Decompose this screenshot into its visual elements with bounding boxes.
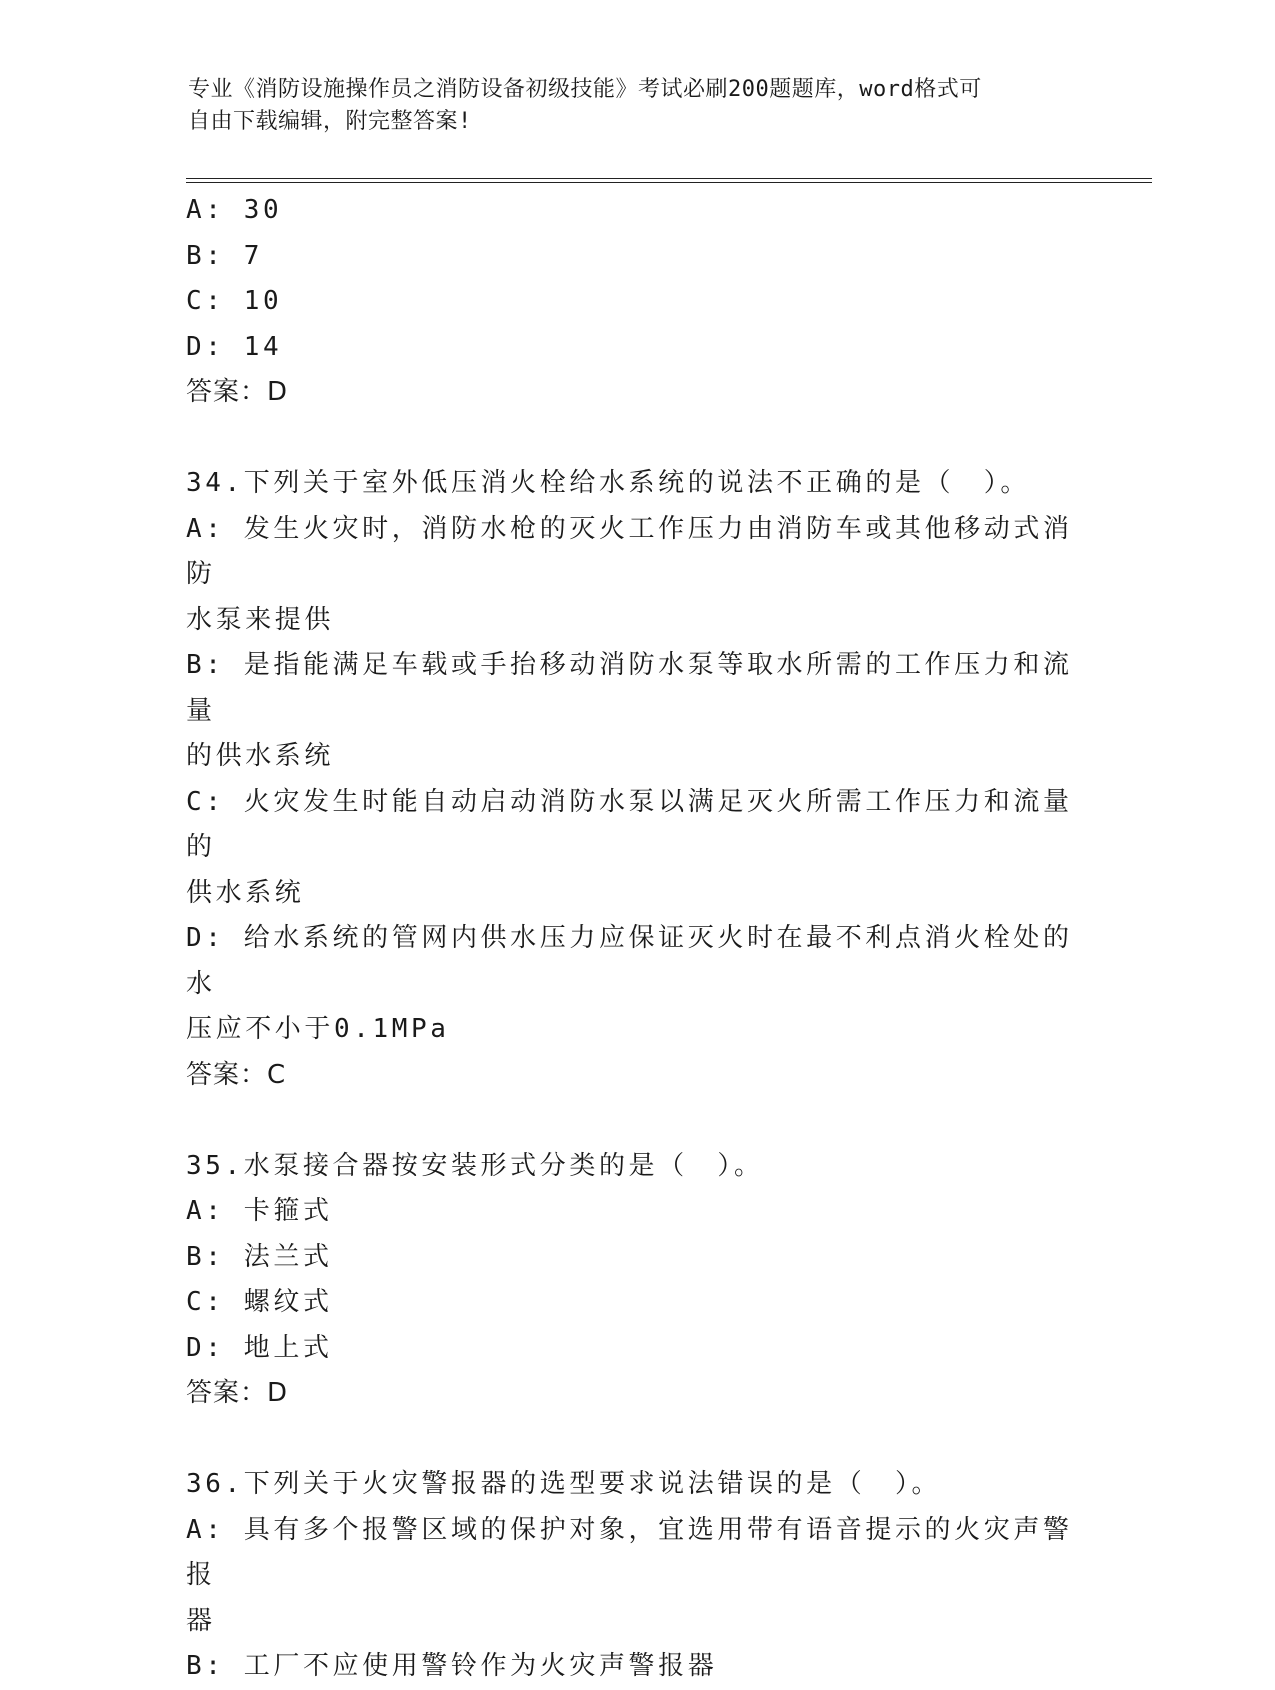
q35-question: 35.水泵接合器按安装形式分类的是（ ）。 [186, 1150, 764, 1181]
question-35-block [186, 1144, 1076, 1417]
q36-option-a-line-2: 器 [186, 1605, 216, 1636]
q36-option-b: B: 工厂不应使用警铃作为火灾声警报器 [186, 1651, 718, 1681]
q34-option-b-line-1: B: 是指能满足车载或手抬移动消防水泵等取水所需的工作压力和流量 [186, 650, 1073, 726]
q34-question: 34.下列关于室外低压消火栓给水系统的说法不正确的是（ ）。 [186, 468, 1030, 498]
q34-answer: 答案：C [186, 1059, 287, 1090]
q35-option-c: C: 螺纹式 [186, 1287, 333, 1317]
q33-option-d: D: 14 [186, 331, 283, 362]
q34-option-c-line-2: 供水系统 [186, 877, 305, 908]
question-content [186, 188, 1076, 1690]
q34-option-a-line-1: A: 发生火灾时，消防水枪的灭火工作压力由消防车或其他移动式消防 [186, 513, 1073, 589]
q34-option-b-line-2: 的供水系统 [186, 741, 335, 771]
q35-option-d: D: 地上式 [186, 1332, 333, 1363]
question-36-block [186, 1462, 1076, 1690]
q34-option-d-line-2: 压应不小于0.1MPa [186, 1014, 450, 1044]
q35-option-b: B: 法兰式 [186, 1241, 333, 1272]
q33-option-b: B: 7 [186, 240, 264, 271]
q33-option-a: A: 30 [186, 195, 283, 225]
spacer [186, 1417, 1076, 1463]
header-divider [186, 178, 1152, 183]
q36-option-a-line-1: A: 具有多个报警区域的保护对象，宜选用带有语音提示的火灾声警报 [186, 1514, 1073, 1590]
spacer [186, 416, 1076, 462]
q33-option-c: C: 10 [186, 286, 283, 316]
q34-option-d-line-1: D: 给水系统的管网内供水压力应保证灭火时在最不利点消火栓处的水 [186, 923, 1073, 999]
q34-option-a-line-2: 水泵来提供 [186, 604, 335, 635]
spacer [186, 1098, 1076, 1144]
header-line-2: 自由下载编辑，附完整答案! [188, 109, 472, 134]
q35-option-a: A: 卡箍式 [186, 1196, 333, 1226]
document-header [188, 74, 1068, 138]
question-33-block [186, 188, 1076, 416]
question-34-block [186, 461, 1076, 1098]
q34-option-c-line-1: C: 火灾发生时能自动启动消防水泵以满足灭火所需工作压力和流量的 [186, 786, 1073, 862]
q35-answer: 答案：D [186, 1378, 289, 1408]
header-line-1: 专业《消防设施操作员之消防设备初级技能》考试必刷200题题库，word格式可 [188, 77, 982, 102]
q36-question: 36.下列关于火灾警报器的选型要求说法错误的是（ ）。 [186, 1469, 942, 1499]
q33-answer: 答案：D [186, 377, 289, 407]
